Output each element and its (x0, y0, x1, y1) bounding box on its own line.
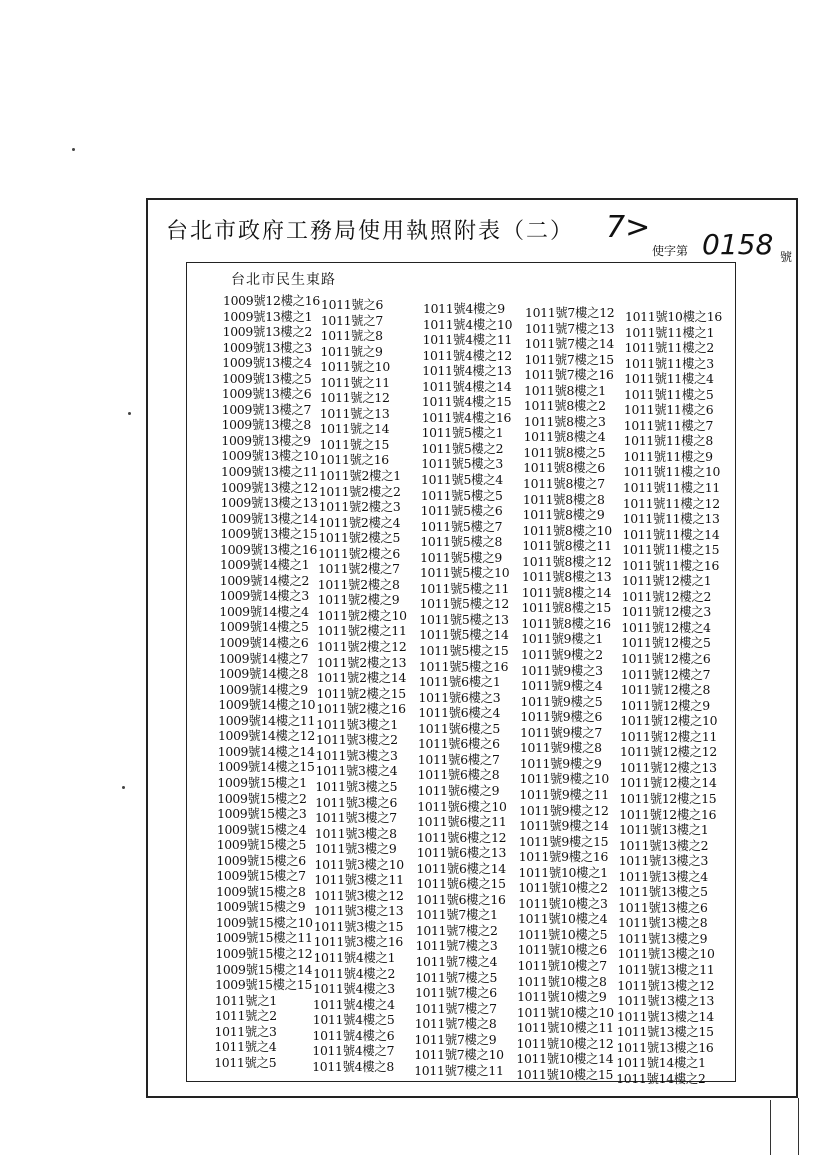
address-entry: 1009號15樓之9 (215, 899, 306, 915)
address-entry: 1011號4樓之5 (312, 1012, 395, 1028)
address-entry: 1011號6樓之13 (416, 845, 507, 861)
address-entry: 1011號9樓之5 (520, 693, 603, 709)
address-entry: 1011號6樓之3 (418, 689, 501, 705)
address-entry: 1011號6樓之16 (416, 891, 506, 907)
address-entry: 1011號2樓之15 (316, 685, 406, 701)
address-entry: 1011號12樓之13 (619, 759, 717, 775)
address-entry: 1011號11樓之9 (623, 448, 713, 464)
address-entry: 1011號3樓之3 (315, 747, 398, 763)
address-entry: 1009號13樓之16 (220, 541, 318, 557)
address-entry: 1011號5樓之2 (421, 440, 504, 456)
address-entry: 1011號3樓之4 (315, 763, 398, 779)
address-entry: 1009號13樓之1 (222, 308, 313, 324)
address-entry: 1011號2樓之14 (316, 670, 407, 686)
address-entry: 1011號11樓之5 (624, 386, 714, 402)
address-entry: 1011號10樓之4 (517, 911, 608, 927)
address-entry: 1011號11樓之13 (622, 511, 720, 527)
address-entry: 1011號6樓之9 (417, 782, 500, 798)
address-entry: 1011號13樓之6 (618, 899, 708, 915)
address-entry: 1011號5樓之8 (420, 534, 503, 550)
address-entry: 1009號15樓之12 (215, 945, 313, 961)
address-entry: 1011號6樓之15 (416, 876, 506, 892)
address-entry: 1011號9樓之8 (519, 740, 602, 756)
address-entry: 1011號11樓之6 (623, 402, 714, 418)
doc-type-label: 使字第 (652, 244, 689, 258)
address-entry: 1011號10樓之1 (518, 864, 608, 880)
address-entry: 1011號13樓之3 (618, 853, 709, 869)
address-entry: 1011號9樓之9 (519, 755, 602, 771)
address-entry: 1011號3樓之15 (313, 918, 404, 934)
address-entry: 1009號13樓之13 (220, 495, 318, 511)
address-entry: 1009號13樓之6 (221, 386, 312, 402)
address-entry: 1011號9樓之7 (520, 724, 602, 740)
address-entry: 1009號13樓之3 (222, 339, 312, 355)
address-entry: 1011號4樓之4 (312, 996, 395, 1012)
address-entry: 1011號8樓之2 (523, 398, 606, 414)
address-entry: 1011號14樓之2 (616, 1070, 706, 1086)
address-entry: 1011號13樓之15 (616, 1024, 714, 1040)
address-entry: 1011號8樓之12 (522, 553, 612, 569)
address-entry: 1011號4樓之16 (421, 409, 512, 425)
address-entry: 1011號12樓之5 (621, 635, 711, 651)
address-entry: 1009號15樓之5 (216, 837, 307, 853)
address-entry: 1011號7樓之9 (414, 1031, 497, 1047)
address-entry: 1009號14樓之14 (217, 743, 315, 759)
address-entry: 1011號5樓之5 (420, 487, 503, 503)
address-entry: 1011號12樓之16 (619, 806, 717, 822)
permit-number: 0158 (702, 228, 774, 261)
address-entry: 1011號11樓之8 (623, 433, 713, 449)
address-entry: 1011號之4 (214, 1039, 277, 1055)
address-entry: 1011號2樓之8 (317, 576, 400, 592)
address-entry: 1011號9樓之1 (521, 631, 604, 647)
address-entry: 1011號3樓之12 (314, 887, 404, 903)
address-entry: 1011號5樓之16 (418, 658, 509, 674)
address-entry: 1011號9樓之16 (518, 849, 609, 865)
address-entry: 1011號4樓之15 (421, 394, 512, 410)
address-entry: 1011號4樓之11 (422, 332, 512, 348)
address-table (186, 262, 736, 1086)
address-entry: 1011號6樓之1 (418, 674, 501, 690)
page-title: 台北市政府工務局使用執照附表（二） (166, 219, 575, 244)
address-entry: 1011號12樓之3 (621, 604, 711, 620)
address-entry: 1011號9樓之4 (520, 678, 603, 694)
address-entry: 1011號5樓之11 (419, 580, 510, 596)
address-entry: 1011號8樓之1 (524, 382, 606, 398)
address-entry: 1009號15樓之2 (217, 790, 307, 806)
number-suffix: 號 (780, 250, 793, 264)
address-entry: 1011號7樓之16 (524, 367, 614, 383)
address-entry: 1011號3樓之1 (316, 716, 398, 732)
address-column-2 (312, 297, 425, 1074)
address-entry: 1009號13樓之2 (222, 324, 312, 340)
address-column-5 (616, 309, 729, 1086)
address-entry: 1011號12樓之1 (621, 573, 712, 589)
address-entry: 1011號13樓之2 (618, 837, 709, 853)
address-entry: 1011號之11 (320, 374, 390, 390)
address-entry: 1011號4樓之3 (313, 981, 395, 997)
address-entry: 1011號13樓之4 (618, 868, 708, 884)
address-entry: 1009號15樓之1 (217, 774, 307, 790)
address-entry: 1011號12樓之9 (620, 697, 710, 713)
address-entry: 1009號15樓之8 (216, 883, 306, 899)
address-entry: 1011號2樓之7 (317, 561, 400, 577)
address-entry: 1009號14樓之4 (219, 603, 309, 619)
address-entry: 1011號8樓之14 (521, 584, 612, 600)
scan-speck (122, 786, 125, 789)
address-entry: 1011號8樓之4 (523, 429, 606, 445)
address-entry: 1011號7樓之15 (524, 351, 614, 367)
address-entry: 1011號5樓之6 (420, 503, 503, 519)
address-entry: 1009號13樓之14 (220, 510, 318, 526)
address-entry: 1011號9樓之11 (519, 786, 609, 802)
address-entry: 1011號9樓之10 (519, 771, 609, 787)
address-entry: 1011號之8 (320, 328, 383, 344)
address-entry: 1011號12樓之11 (620, 728, 718, 744)
address-entry: 1011號7樓之5 (415, 969, 498, 985)
address-column-4 (516, 305, 629, 1082)
address-entry: 1011號11樓之1 (624, 324, 715, 340)
address-entry: 1011號10樓之14 (516, 1051, 614, 1067)
address-entry: 1009號13樓之7 (221, 401, 312, 417)
address-entry: 1011號7樓之12 (525, 305, 615, 320)
address-entry: 1009號15樓之10 (215, 914, 313, 930)
address-entry: 1011號5樓之10 (419, 565, 510, 581)
address-entry: 1011號2樓之4 (318, 514, 401, 530)
address-entry: 1011號12樓之4 (621, 619, 711, 635)
address-entry: 1009號13樓之5 (222, 370, 312, 386)
address-entry: 1011號3樓之11 (314, 872, 404, 888)
address-entry: 1011號之2 (214, 1008, 277, 1024)
address-entry: 1011號7樓之8 (414, 1016, 497, 1032)
address-entry: 1009號14樓之6 (219, 635, 309, 651)
address-entry: 1009號15樓之3 (217, 806, 307, 822)
address-entry: 1011號11樓之4 (624, 371, 714, 387)
address-entry: 1011號10樓之10 (516, 1004, 614, 1020)
address-entry: 1011號9樓之6 (520, 709, 603, 725)
address-entry: 1011號之9 (320, 343, 383, 359)
address-entry: 1009號15樓之6 (216, 852, 306, 868)
address-entry: 1011號6樓之12 (416, 829, 507, 845)
address-entry: 1011號3樓之6 (315, 794, 398, 810)
address-entry: 1011號之13 (319, 405, 390, 421)
address-entry: 1011號3樓之16 (313, 934, 403, 950)
address-entry: 1011號6樓之6 (417, 736, 500, 752)
address-entry: 1009號14樓之2 (219, 572, 310, 588)
address-entry: 1011號9樓之3 (520, 662, 603, 678)
address-column-3 (414, 301, 527, 1078)
address-entry: 1011號3樓之10 (314, 856, 404, 872)
address-entry: 1011號7樓之13 (524, 320, 615, 336)
address-entry: 1011號8樓之15 (521, 600, 611, 616)
address-entry: 1011號5樓之3 (421, 456, 503, 472)
street-name: 台北市民生東路 (231, 272, 336, 288)
address-entry: 1011號2樓之12 (317, 639, 407, 655)
address-entry: 1011號7樓之2 (415, 922, 498, 938)
address-entry: 1011號2樓之3 (318, 499, 401, 515)
address-entry: 1011號10樓之15 (516, 1066, 614, 1082)
address-entry: 1011號7樓之7 (414, 1000, 497, 1016)
address-entry: 1011號6樓之11 (417, 814, 507, 830)
address-entry: 1011號11樓之15 (622, 542, 720, 558)
address-entry: 1009號14樓之5 (219, 619, 309, 635)
address-entry: 1009號14樓之12 (217, 728, 315, 744)
address-entry: 1011號2樓之2 (318, 483, 401, 499)
address-entry: 1011號12樓之7 (620, 666, 711, 682)
address-entry: 1009號14樓之8 (218, 666, 309, 682)
address-entry: 1011號11樓之16 (622, 557, 720, 573)
address-entry: 1011號5樓之13 (419, 611, 509, 627)
address-entry: 1011號5樓之14 (419, 627, 509, 643)
address-entry: 1011號9樓之14 (519, 818, 609, 834)
address-entry: 1011號8樓之6 (523, 460, 605, 476)
address-entry: 1011號10樓之11 (516, 1020, 614, 1036)
address-entry: 1011號之14 (319, 421, 390, 437)
address-entry: 1011號3樓之2 (315, 732, 398, 748)
address-entry: 1011號7樓之11 (414, 1062, 504, 1078)
handwritten-prefix: 7> (606, 210, 651, 245)
address-entry: 1011號9樓之15 (518, 833, 609, 849)
address-entry: 1009號13樓之15 (220, 526, 318, 542)
address-entry: 1011號11樓之12 (622, 495, 720, 511)
address-entry: 1011號11樓之11 (623, 480, 720, 496)
address-entry: 1011號11樓之14 (622, 526, 720, 542)
address-entry: 1011號之15 (319, 436, 390, 452)
address-entry: 1009號15樓之14 (215, 961, 313, 977)
address-entry: 1011號4樓之10 (422, 316, 513, 332)
address-entry: 1011號11樓之10 (623, 464, 721, 480)
address-entry: 1009號14樓之7 (218, 650, 309, 666)
address-entry: 1011號4樓之13 (422, 363, 512, 379)
address-entry: 1009號12樓之16 (223, 293, 320, 308)
address-entry: 1011號3樓之7 (315, 810, 397, 826)
address-entry: 1011號5樓之1 (421, 425, 504, 441)
address-entry: 1011號14樓之1 (616, 1055, 706, 1071)
address-entry: 1011號4樓之7 (312, 1043, 395, 1059)
address-entry: 1011號8樓之13 (521, 569, 612, 585)
address-entry: 1011號5樓之9 (420, 549, 502, 565)
address-entry: 1011號10樓之5 (517, 926, 608, 942)
address-entry: 1011號10樓之16 (625, 309, 722, 324)
address-entry: 1011號5樓之7 (420, 518, 503, 534)
address-entry: 1011號6樓之8 (417, 767, 500, 783)
address-entry: 1011號8樓之5 (523, 444, 606, 460)
address-entry: 1011號之6 (321, 297, 384, 312)
address-entry: 1011號2樓之1 (319, 468, 401, 484)
address-entry: 1011號4樓之9 (423, 301, 505, 316)
address-entry: 1011號11樓之2 (624, 340, 714, 356)
address-entry: 1011號12樓之2 (621, 588, 712, 604)
address-entry: 1011號2樓之5 (318, 530, 401, 546)
address-entry: 1011號7樓之10 (414, 1047, 504, 1063)
address-entry: 1011號3樓之8 (314, 825, 397, 841)
address-entry: 1011號之10 (320, 359, 390, 375)
address-entry: 1011號2樓之16 (316, 701, 406, 717)
scan-edge-line (798, 1098, 799, 1155)
address-entry: 1011號13樓之16 (616, 1039, 714, 1055)
address-entry: 1011號12樓之14 (619, 775, 717, 791)
address-entry: 1011號4樓之12 (422, 347, 512, 363)
address-entry: 1011號8樓之16 (521, 615, 611, 631)
address-entry: 1011號10樓之12 (516, 1035, 614, 1051)
address-entry: 1011號2樓之6 (318, 545, 400, 561)
address-column-1 (214, 293, 327, 1070)
address-entry: 1009號14樓之11 (218, 712, 316, 728)
address-entry: 1011號3樓之5 (315, 778, 398, 794)
address-entry: 1011號4樓之14 (422, 378, 512, 394)
address-entry: 1011號13樓之5 (618, 884, 708, 900)
address-entry: 1011號4樓之8 (312, 1058, 394, 1074)
address-entry: 1009號13樓之4 (222, 355, 312, 371)
address-entry: 1011號11樓之3 (624, 355, 714, 371)
address-entry: 1011號2樓之11 (317, 623, 407, 639)
address-entry: 1011號12樓之12 (619, 744, 717, 760)
address-entry: 1009號13樓之12 (220, 479, 318, 495)
scan-speck (72, 148, 75, 151)
address-entry: 1011號4樓之1 (313, 949, 396, 965)
address-entry: 1011號13樓之10 (617, 946, 715, 962)
address-entry: 1011號之3 (214, 1023, 277, 1039)
address-entry: 1011號8樓之3 (523, 413, 606, 429)
address-entry: 1009號15樓之4 (216, 821, 307, 837)
address-entry: 1011號8樓之11 (522, 538, 612, 554)
address-entry: 1011號2樓之10 (317, 607, 407, 623)
address-entry: 1009號14樓之1 (219, 557, 310, 573)
scan-speck (128, 412, 131, 415)
address-entry: 1011號8樓之8 (522, 491, 605, 507)
address-entry: 1011號7樓之6 (415, 985, 497, 1001)
address-entry: 1011號2樓之13 (316, 654, 407, 670)
address-entry: 1011號之12 (319, 390, 390, 406)
address-entry: 1009號13樓之8 (221, 417, 311, 433)
address-entry: 1009號13樓之9 (221, 432, 311, 448)
address-entry: 1009號14樓之9 (218, 681, 308, 697)
address-entry: 1011號7樓之3 (415, 938, 498, 954)
address-entry: 1011號13樓之12 (617, 977, 715, 993)
address-entry: 1011號9樓之12 (519, 802, 609, 818)
address-entry: 1011號13樓之14 (616, 1008, 714, 1024)
address-entry: 1011號12樓之6 (621, 651, 711, 667)
address-entry: 1011號之7 (320, 312, 383, 328)
address-entry: 1009號15樓之11 (215, 930, 313, 946)
address-entry: 1011號5樓之15 (419, 643, 509, 659)
address-entry: 1011號10樓之2 (518, 880, 608, 896)
address-entry: 1009號14樓之15 (217, 759, 315, 775)
address-entry: 1011號7樓之4 (415, 953, 498, 969)
address-entry: 1011號7樓之1 (415, 907, 498, 923)
address-entry: 1009號14樓之3 (219, 588, 309, 604)
address-entry: 1011號13樓之9 (617, 930, 708, 946)
address-entry: 1011號13樓之8 (617, 915, 708, 931)
address-entry: 1009號13樓之10 (221, 448, 319, 464)
address-entry: 1011號8樓之9 (522, 507, 605, 523)
address-entry: 1011號13樓之11 (617, 961, 715, 977)
address-entry: 1011號2樓之9 (317, 592, 400, 608)
address-entry: 1011號13樓之13 (617, 993, 715, 1009)
scan-edge-line (770, 1100, 771, 1155)
address-entry: 1011號10樓之6 (517, 942, 607, 958)
address-entry: 1011號之5 (214, 1054, 277, 1070)
address-entry: 1011號10樓之3 (518, 895, 608, 911)
address-entry: 1011號3樓之13 (313, 903, 404, 919)
address-entry: 1011號9樓之2 (521, 647, 603, 663)
address-entry: 1009號15樓之15 (215, 977, 313, 993)
address-entry: 1011號13樓之1 (619, 822, 709, 838)
address-entry: 1011號6樓之14 (416, 860, 506, 876)
address-entry: 1011號4樓之6 (312, 1027, 395, 1043)
address-entry: 1011號12樓之15 (619, 790, 717, 806)
address-entry: 1011號10樓之8 (517, 973, 607, 989)
address-entry: 1011號8樓之7 (523, 476, 605, 492)
address-entry: 1011號6樓之7 (417, 751, 500, 767)
address-entry: 1011號之16 (319, 452, 389, 468)
address-entry: 1011號10樓之9 (517, 989, 607, 1005)
address-entry: 1011號11樓之7 (623, 417, 714, 433)
address-entry: 1009號15樓之7 (216, 868, 306, 884)
address-entry: 1011號3樓之9 (314, 841, 397, 857)
address-entry: 1011號8樓之10 (522, 522, 612, 538)
address-entry: 1011號10樓之7 (517, 957, 607, 973)
address-entry: 1011號7樓之14 (524, 336, 614, 352)
address-entry: 1011號6樓之10 (417, 798, 507, 814)
address-entry: 1011號5樓之12 (419, 596, 509, 612)
address-entry: 1011號12樓之10 (620, 713, 718, 729)
address-entry: 1011號6樓之4 (418, 705, 501, 721)
address-entry: 1011號5樓之4 (421, 472, 503, 488)
address-entry: 1011號12樓之8 (620, 682, 711, 698)
address-entry: 1011號4樓之2 (313, 965, 396, 981)
header (146, 198, 798, 262)
address-entry: 1009號13樓之11 (221, 464, 318, 480)
address-entry: 1011號之1 (214, 992, 278, 1008)
address-entry: 1011號6樓之5 (418, 720, 500, 736)
address-entry: 1009號14樓之10 (218, 697, 316, 713)
